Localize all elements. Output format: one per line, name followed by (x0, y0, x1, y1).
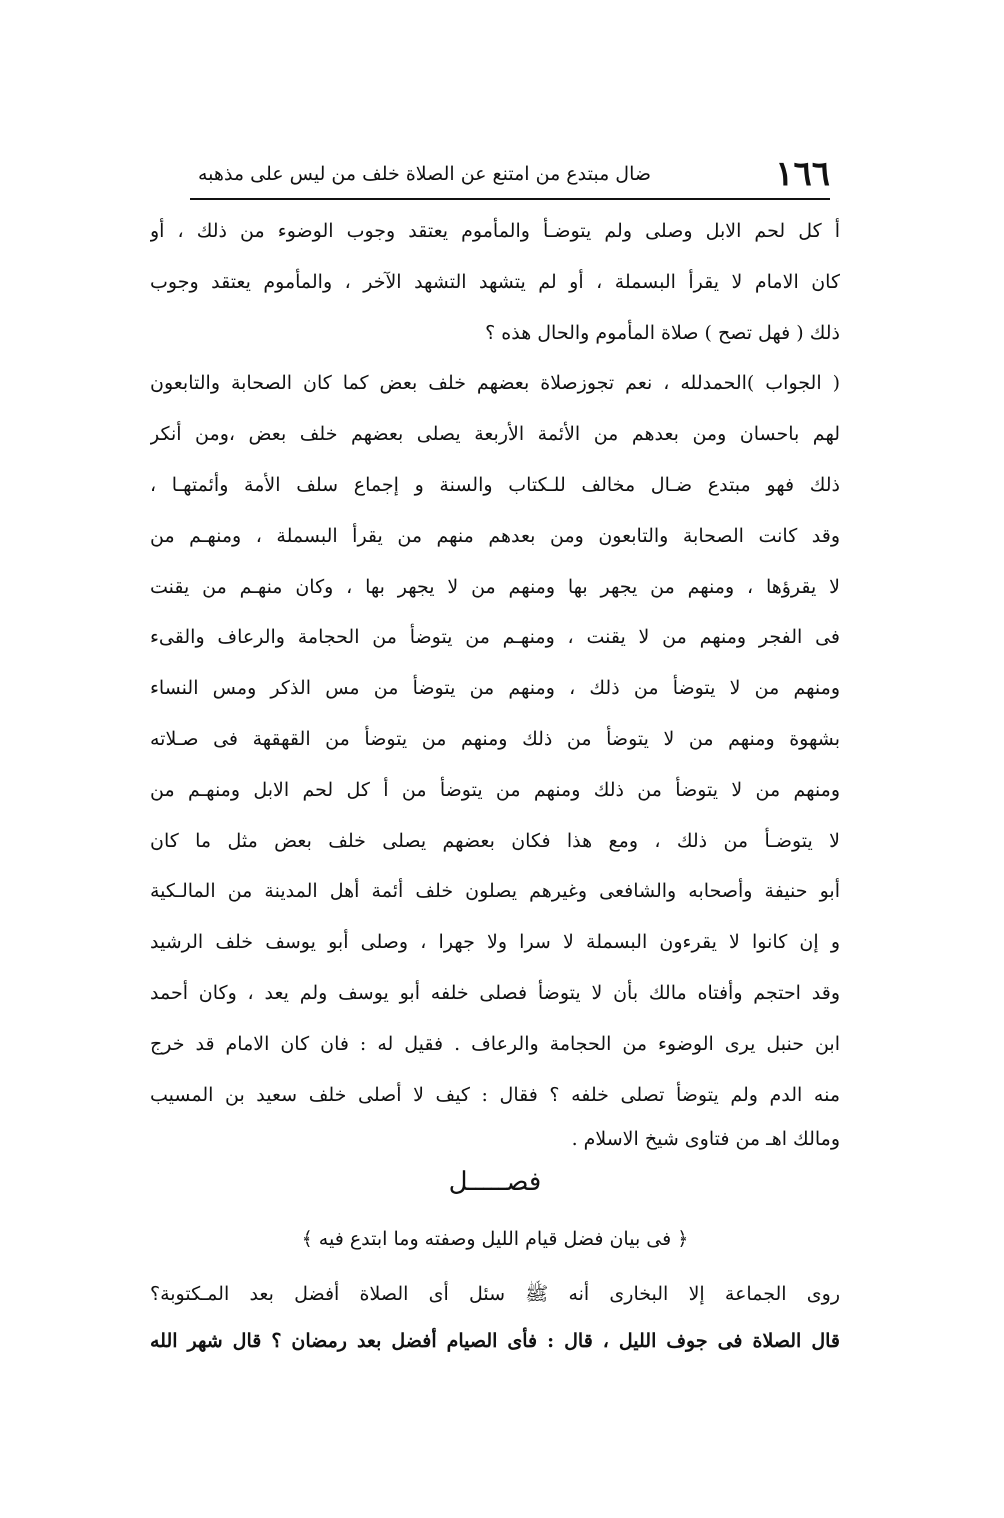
page-number: ١٦٦ (775, 154, 830, 194)
body-line: لا يقرؤها ، ومنهم من يجهر بها ومنهم من لا يجهر بها ، وكان منهـم من يقنت (150, 576, 840, 598)
body-line: منه الدم ولم يتوضأ تصلى خلفه ؟ فقال : كيف لا أصلى خلف سعيد بن المسيب (150, 1084, 840, 1106)
body-line: ومالك اهـ من فتاوى شيخ الاسلام . (571, 1128, 840, 1150)
body-line: كان الامام لا يقرأ البسملة ، أو لم يتشهد التشهد الآخر ، والمأموم يعتقد وجوب (150, 271, 840, 293)
body-line: ومنهم من لا يتوضأ من ذلك ومنهم من يتوضأ من أ كل لحم الابل ومنهـم من (150, 779, 840, 801)
section-subtitle: ﴿ فى بيان فضل قيام الليل وصفته وما ابتدع فيه ﴾ (301, 1228, 689, 1250)
body-line: روى الجماعة إلا البخارى أنه ﷺ سئل أى الصلاة أفضل بعد المـكتوبة؟ (150, 1283, 840, 1305)
section-title: فصـــــل (448, 1167, 542, 1197)
body-line: بشهوة ومنهم من لا يتوضأ من ذلك ومنهم من يتوضأ من القهقهة فى صـلاته (150, 728, 840, 750)
page-header (190, 150, 830, 198)
body-line: وقد احتجم وأفتاه مالك بأن لا يتوضأ فصلى خلفه أبو يوسف ولم يعد ، وكان أحمد (150, 982, 840, 1004)
body-line: فى الفجر ومنهم من لا يقنت ، ومنهـم من يتوضأ من الحجامة والرعاف والقىء (150, 626, 840, 648)
body-line: ومنهم من لا يتوضأ من ذلك ، ومنهم من يتوضأ من مس الذكر ومس النساء (150, 677, 840, 699)
body-line: ذلك ( فهل تصح ) صلاة المأموم والحال هذه ؟ (485, 322, 840, 344)
body-line: أبو حنيفة وأصحابه والشافعى وغيرهم يصلون خلف أئمة أهل المدينة من المالـكية (150, 880, 840, 902)
body-line: لا يتوضـأ من ذلك ، ومع هذا فكان بعضهم يصلى خلف بعض مثل ما كان (150, 830, 840, 852)
body-line: أ كل لحم الابل وصلى ولم يتوضـأ والمأموم يعتقد وجوب الوضوء من ذلك ، أو (150, 220, 840, 242)
body-line: و إن كانوا لا يقرءون البسملة لا سرا ولا جهرا ، وصلى أبو يوسف خلف الرشيد (150, 931, 840, 953)
running-title: ضال مبتدع من امتنع عن الصلاة خلف من ليس على مذهبه (198, 163, 652, 185)
body-line: ذلك فهو مبتدع ضـال مخالف للـكتاب والسنة و إجماع سلف الأمة وأئمتهـا ، (150, 474, 840, 496)
body-line: قال الصلاة فى جوف الليل ، قال : فأى الصيام أفضل بعد رمضان ؟ قال شهر الله (150, 1330, 840, 1352)
body-line: ابن حنبل يرى الوضوء من الحجامة والرعاف . فقيل له : فان كان الامام قد خرج (150, 1033, 840, 1055)
body-line: ( الجواب )الحمدلله ، نعم تجوزصلاة بعضهم خلف بعض كما كان الصحابة والتابعون (150, 372, 840, 394)
body-line: لهم باحسان ومن بعدهم من الأئمة الأربعة يصلى بعضهم خلف بعض ،ومن أنكر (150, 423, 840, 445)
header-rule (190, 198, 830, 200)
body-line: وقد كانت الصحابة والتابعون ومن بعدهم منهم من يقرأ البسملة ، ومنهـم من (150, 525, 840, 547)
